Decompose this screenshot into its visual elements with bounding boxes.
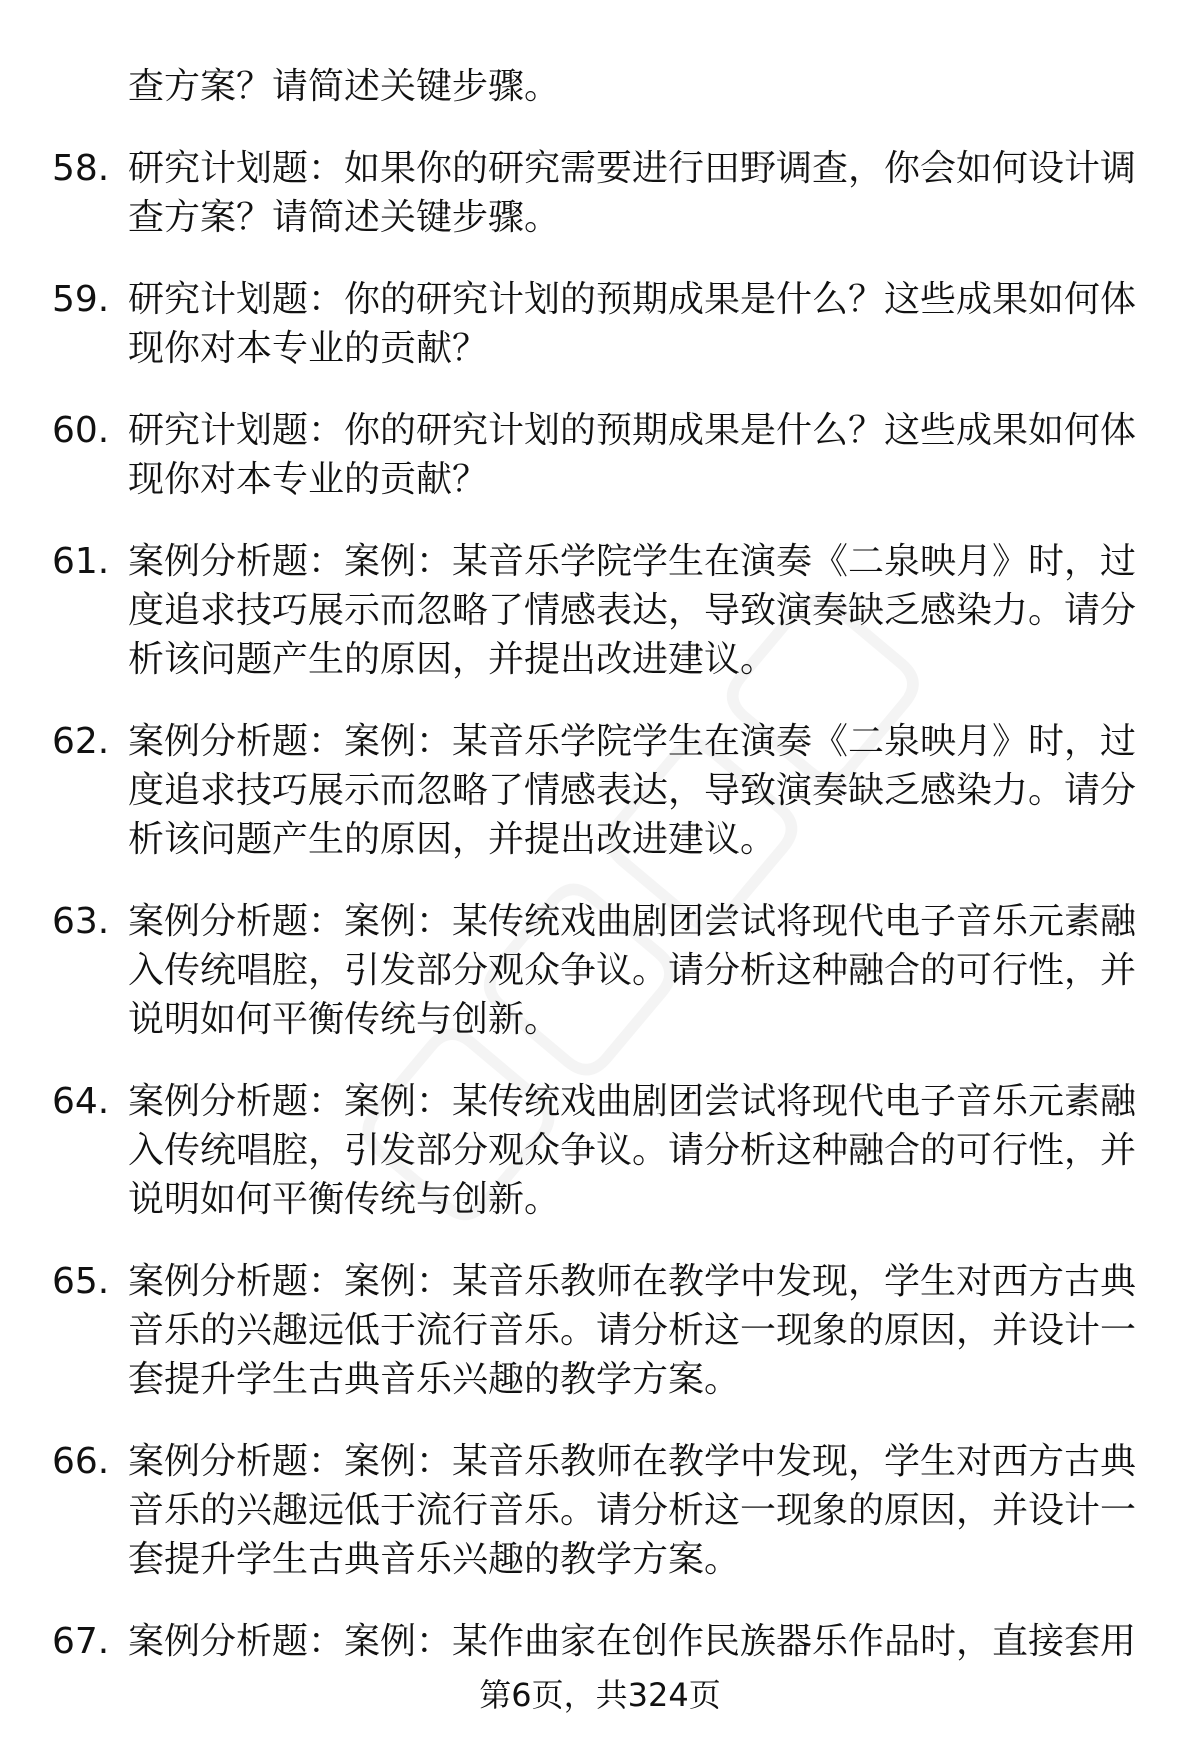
question-text-line: 案例分析题：案例：某传统戏曲剧团尝试将现代电子音乐元素融: [128, 901, 1137, 942]
question-text-line: 案例分析题：案例：某音乐学院学生在演奏《二泉映月》时，过: [128, 721, 1137, 762]
question-number: 58.: [52, 148, 110, 189]
question-text-line: 现你对本专业的贡献？: [128, 459, 489, 500]
question-item: [0, 537, 1200, 684]
question-item: [0, 1437, 1200, 1584]
question-text-line: 案例分析题：案例：某音乐教师在教学中发现，学生对西方古典: [128, 1441, 1137, 1482]
question-item: [0, 897, 1200, 1044]
question-text-line: 现你对本专业的贡献？: [128, 328, 489, 369]
question-text-line: 入传统唱腔，引发部分观众争议。请分析这种融合的可行性，并: [128, 1130, 1137, 1171]
question-list: [0, 62, 1200, 1699]
question-text-line: 查方案？请简述关键步骤。: [128, 197, 561, 238]
question-number: 67.: [52, 1621, 110, 1662]
question-text-line: 说明如何平衡传统与创新。: [128, 1179, 561, 1220]
question-text-line: 析该问题产生的原因，并提出改进建议。: [128, 819, 777, 860]
question-text-line: 套提升学生古典音乐兴趣的教学方案。: [128, 1539, 741, 1580]
continuation-text: [0, 62, 1200, 111]
question-item: [0, 1617, 1200, 1666]
question-item: [0, 1077, 1200, 1224]
question-text-line: 度追求技巧展示而忽略了情感表达，导致演奏缺乏感染力。请分: [128, 770, 1137, 811]
question-item: [0, 717, 1200, 864]
question-text-line: 案例分析题：案例：某传统戏曲剧团尝试将现代电子音乐元素融: [128, 1081, 1137, 1122]
text-line: 查方案？请简述关键步骤。: [128, 66, 561, 107]
question-number: 62.: [52, 721, 110, 762]
question-number: 65.: [52, 1261, 110, 1302]
question-number: 60.: [52, 410, 110, 451]
question-number: 64.: [52, 1081, 110, 1122]
question-text-line: 研究计划题：你的研究计划的预期成果是什么？这些成果如何体: [128, 410, 1137, 451]
question-text-line: 入传统唱腔，引发部分观众争议。请分析这种融合的可行性，并: [128, 950, 1137, 991]
question-item: [0, 144, 1200, 242]
page-footer: 第6页，共324页: [479, 1676, 721, 1714]
question-text-line: 案例分析题：案例：某音乐学院学生在演奏《二泉映月》时，过: [128, 541, 1137, 582]
question-text-line: 研究计划题：如果你的研究需要进行田野调查，你会如何设计调: [128, 148, 1137, 189]
question-text-line: 说明如何平衡传统与创新。: [128, 999, 561, 1040]
question-text-line: 析该问题产生的原因，并提出改进建议。: [128, 639, 777, 680]
question-item: [0, 1257, 1200, 1404]
question-number: 63.: [52, 901, 110, 942]
question-item: [0, 406, 1200, 504]
question-number: 59.: [52, 279, 110, 320]
question-number: 66.: [52, 1441, 110, 1482]
question-text-line: 音乐的兴趣远低于流行音乐。请分析这一现象的原因，并设计一: [128, 1490, 1137, 1531]
question-text-line: 案例分析题：案例：某音乐教师在教学中发现，学生对西方古典: [128, 1261, 1137, 1302]
question-text-line: 套提升学生古典音乐兴趣的教学方案。: [128, 1359, 741, 1400]
question-number: 61.: [52, 541, 110, 582]
question-text-line: 案例分析题：案例：某作曲家在创作民族器乐作品时，直接套用: [128, 1621, 1137, 1662]
question-text-line: 度追求技巧展示而忽略了情感表达，导致演奏缺乏感染力。请分: [128, 590, 1137, 631]
question-item: [0, 275, 1200, 373]
question-text-line: 研究计划题：你的研究计划的预期成果是什么？这些成果如何体: [128, 279, 1137, 320]
question-text-line: 音乐的兴趣远低于流行音乐。请分析这一现象的原因，并设计一: [128, 1310, 1137, 1351]
